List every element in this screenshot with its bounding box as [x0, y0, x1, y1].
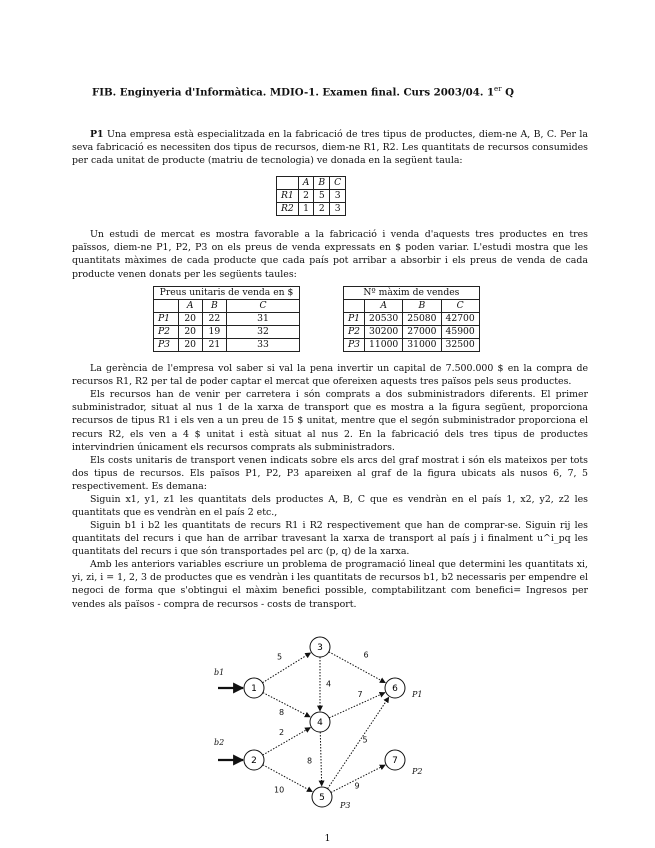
- edge-5-6: [328, 697, 389, 789]
- node-label: 4: [317, 718, 323, 729]
- problem-paragraph-7: Siguin b1 i b2 les quantitats de recurs R1 i R2 respectivement que han de comprar-se. Siguin rij les quantitats del recurs i que han de arribar travesant la xarxa de transport al país j i finalment u^i_pq les quantitats del recurs i que són transportades pel arc (p, q) de la xarxa.: [72, 520, 588, 558]
- edge-cost-label: 5: [362, 735, 368, 745]
- node-label: 5: [319, 793, 325, 804]
- page-title: FIB. Enginyeria d'Informàtica. MDIO-1. Examen final. Curs 2003/04. 1er Q: [92, 85, 514, 99]
- supply-label-b1: b1: [214, 668, 225, 677]
- edge-cost-label: 5: [277, 652, 283, 662]
- edge-cost-label: 7: [357, 690, 363, 699]
- edge-cost-label: 2: [279, 728, 285, 737]
- table-row: R2 1 2 3: [277, 203, 346, 216]
- country-label-p2: P2: [412, 767, 423, 776]
- page-number: 1: [324, 833, 331, 844]
- table-row: P3 11000 31000 32500: [344, 339, 480, 352]
- node-label: 7: [392, 756, 398, 767]
- problem-paragraph-4: Els recursos han de venir per carretera i són comprats a dos subministradors diferents. El primer subministrador, situat al nus 1 de la xarxa de transport que es mostra a la figura següent, proporciona recursos de tipus R1 i els ven a un preu de 15 $ unitat, mentre que el segón subministrador proporciona el recurs R2, els ven a 4 $ unitat i està situat al nus 2. En la fabricació dels tres tipus de productes intervindrien únicament els recursos comprats als subministradors.: [72, 389, 588, 453]
- table-row: P2 20 19 32: [154, 326, 300, 339]
- price-table: Preus unitaris de venda en $ A B C P1 20 22 31 P2 20 19 32 P3 20 21 33: [153, 286, 300, 352]
- node-label: 2: [251, 756, 257, 767]
- edge-2-5: [263, 765, 313, 792]
- supply-label-b2: b2: [214, 738, 225, 747]
- edge-cost-label: 4: [326, 679, 332, 689]
- edge-2-4: [263, 727, 311, 755]
- node-label: 1: [251, 684, 257, 695]
- edge-cost-label: 6: [363, 650, 369, 660]
- table-header-row: A B C: [154, 300, 300, 313]
- problem-paragraph-8: Amb les anteriors variables escriure un problema de programació lineal que determini les quantitats xi, yi, zi, i = 1, 2, 3 de productes que es vendràn i les quantitats de recursos b1, b2 necessaris per empendre el negoci de forma que s'obtingui el màxim benefici possible, comptabilitzant com benefici= Ingresos per vendes als països - compra de recursos - costs de transport.: [72, 559, 588, 610]
- table-row: P1 20530 25080 42700: [344, 313, 480, 326]
- problem-paragraph-3: La gerència de l'empresa vol saber si val la pena invertir un capital de 7.500.000 $ en la compra de recursos R1, R2 per tal de poder captar el mercat que ofereixen aquests tres països pels seus productes.: [72, 363, 588, 388]
- table-row: P2 30200 27000 45900: [344, 326, 480, 339]
- node-label: 3: [317, 643, 323, 654]
- transport-network-graph: [180, 625, 440, 815]
- table-row: P1 20 22 31: [154, 313, 300, 326]
- table-header-row: A B C: [277, 177, 346, 190]
- problem-paragraph-1: P1 Una empresa està especialitzada en la fabricació de tres tipus de productes, diem-ne A, B, C. Per la seva fabricació es necessiten dos tipus de recursos, diem-ne R1, R2. Les quantitats de recursos consumides per cada unitat de producte (matriu de tecnologia) ve donada en la següent taula:: [72, 129, 588, 167]
- country-label-p3: P3: [340, 801, 351, 810]
- sales-table: Nº màxim de vendes A B C P1 20530 25080 42700 P2 30200 27000 45900 P3 11000 31000 32500: [343, 286, 480, 352]
- edge-cost-label: 9: [354, 781, 360, 791]
- country-label-p1: P1: [412, 690, 423, 699]
- problem-paragraph-6: Siguin x1, y1, z1 les quantitats dels productes A, B, C que es vendràn en el país 1, x2, y2, z2 les quantitats que es vendràn en el país 2 etc.,: [72, 494, 588, 519]
- edge-cost-label: 8: [307, 756, 313, 766]
- problem-paragraph-5: Els costs unitaris de transport venen indicats sobre els arcs del graf mostrat i són els mateixos per tots dos tipus de recursos. Els països P1, P2, P3 apareixen al graf de la figura ubicats als nusos 6, 7, 5 respectivement. Es demana:: [72, 455, 588, 493]
- edge-cost-label: 8: [279, 708, 285, 717]
- edge-1-3: [262, 653, 310, 683]
- table-row: P3 20 21 33: [154, 339, 300, 352]
- edge-cost-label: 10: [274, 785, 285, 795]
- table-header-row: A B C: [344, 300, 480, 313]
- edge-1-4: [263, 693, 310, 717]
- edge-4-5: [320, 732, 321, 786]
- edge-3-6: [329, 652, 386, 683]
- technology-table: [276, 176, 346, 216]
- table-row: R1 2 5 3: [277, 190, 346, 203]
- problem-paragraph-2: Un estudi de mercat es mostra favorable a la fabricació i venda d'aquests tres productes en tres païssos, diem-ne P1, P2, P3 on els preus de venda expressats en $ poden variar. L'estudi mostra que les quantitats màximes de cada producte que cada país pot arribar a absorbir i els preus de venda de cada producte venen donats per les següents taules:: [72, 229, 588, 280]
- node-label: 6: [392, 684, 398, 695]
